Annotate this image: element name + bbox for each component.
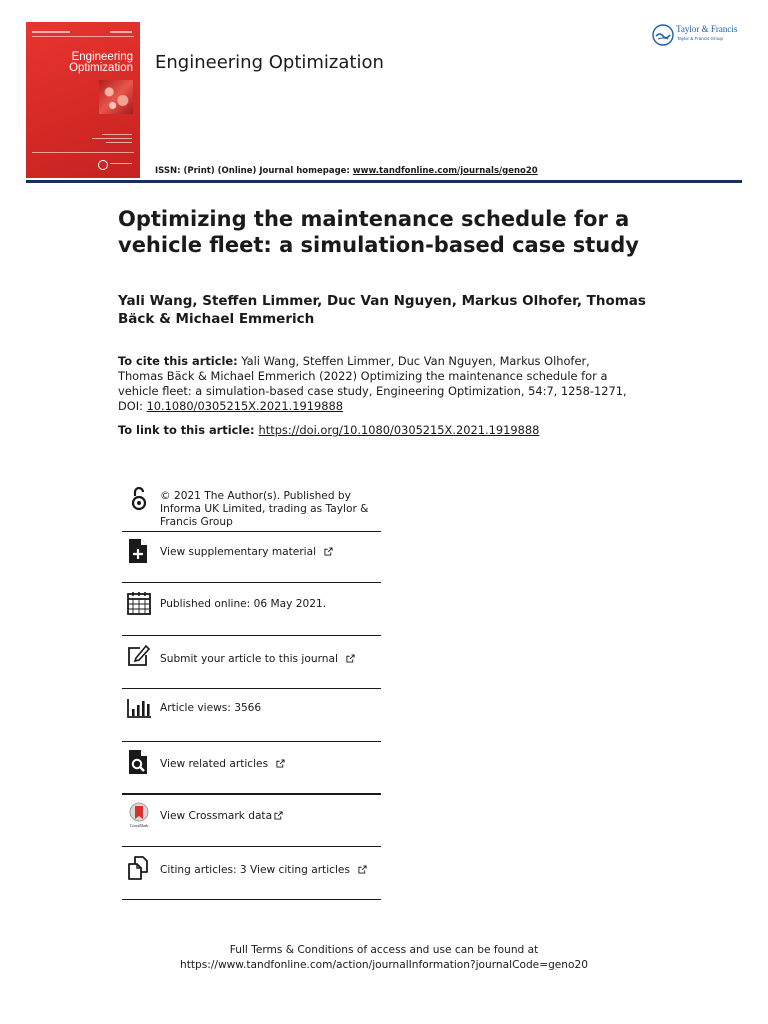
cover-artwork [99,80,133,114]
publisher-subtitle: Taylor & Francis Group [677,36,724,41]
header-divider [26,180,742,183]
article-title: Optimizing the maintenance schedule for a vehicle fleet: a simulation-based case study [118,207,639,257]
cite-doi-link[interactable]: 10.1080/0305215X.2021.1919888 [146,399,343,413]
cite-label: To cite this article: [118,354,238,368]
cover-title: Engineering Optimization [69,51,133,74]
info-divider [122,582,381,583]
terms-url[interactable]: https://www.tandfonline.com/action/journalInformation?journalCode=geno20 [179,959,588,971]
info-divider [122,635,381,636]
publisher-name: Taylor & Francis [676,24,738,34]
info-divider [122,531,381,532]
journal-name[interactable]: Engineering Optimization [155,52,384,73]
crossmark-icon [126,802,152,828]
external-link-icon [324,547,333,556]
info-divider [122,741,381,742]
published-date: Published online: 06 May 2021. [160,598,327,610]
external-link-icon [358,865,367,874]
taylor-francis-logo[interactable] [652,22,744,48]
info-divider [122,688,381,689]
crossmark-icon-label: CrossMark [129,823,149,828]
article-authors: Yali Wang, Steffen Limmer, Duc Van Nguyen, Markus Olhofer, Thomas Bäck & Michael Emmerich [118,293,646,327]
article-views-count: Article views: 3566 [160,702,262,714]
calendar-icon [126,590,152,616]
terms-text: Full Terms & Conditions of access and use can be found at [229,944,539,956]
info-divider [122,846,381,847]
citing-articles-label[interactable]: Citing articles: 3 View citing articles [160,864,350,876]
submit-article-label[interactable]: Submit your article to this journal [160,653,338,665]
crossmark-label[interactable]: View Crossmark data [160,810,273,822]
open-access-icon [126,486,152,512]
info-divider [122,793,381,795]
journal-homepage-link[interactable]: www.tandfonline.com/journals/geno20 [352,166,538,176]
external-link-icon [346,654,355,663]
taylor-francis-wave-icon [652,24,674,46]
link-label: To link to this article: [118,423,255,437]
document-search-icon [126,749,152,775]
copy-documents-icon [126,855,152,881]
external-link-icon [274,811,283,820]
related-articles-label[interactable]: View related articles [160,758,269,770]
external-link-icon [276,759,285,768]
copyright-text: © 2021 The Author(s). Published by Informa UK Limited, trading as Taylor & Francis Group [160,490,369,528]
article-link-line [118,423,678,438]
edit-pencil-icon [126,643,152,669]
supplementary-label[interactable]: View supplementary material [160,546,317,558]
supplementary-file-icon [126,538,152,564]
cite-text: Yali Wang, Steffen Limmer, Duc Van Nguyen, Markus Olhofer, Thomas Bäck & Michael Emmerich (2022) Optimizing the maintenance schedule for a vehicle fleet: a simulation-based case study, Engineering Optimization, 54:7, 1258-1271, DOI: [118,354,627,413]
journal-cover-image [26,22,140,178]
bar-chart-icon [126,696,152,722]
article-doi-link[interactable]: https://doi.org/10.1080/0305215X.2021.1919888 [258,423,540,437]
info-divider [122,899,381,900]
issn-homepage-line [155,166,538,176]
citation-block [118,354,638,414]
issn-label: ISSN: (Print) (Online) Journal homepage: [155,166,353,176]
cover-publisher-logo [98,160,108,170]
terms-footer [0,943,768,973]
